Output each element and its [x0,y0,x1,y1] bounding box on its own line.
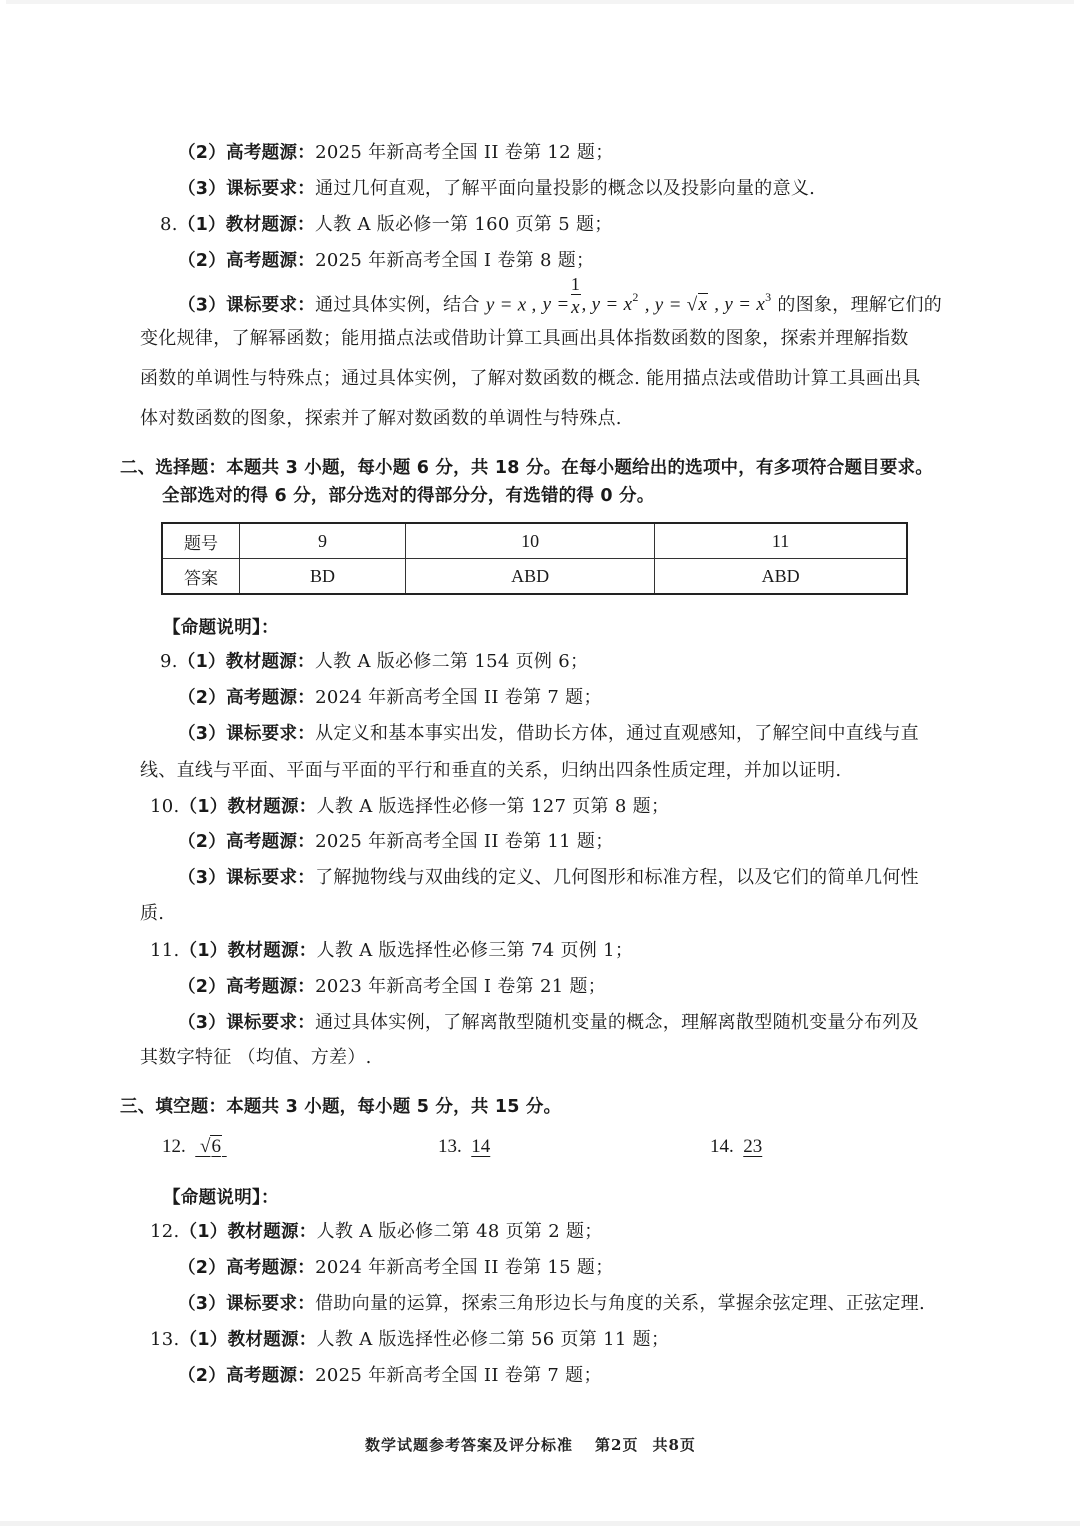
q8-textbook-source: 8.（1）教材题源：人教 A 版必修一第 160 页第 5 题； [160,214,613,235]
fill-answer-13: 13. 14 [438,1136,491,1157]
table-header-number: 题号 [162,523,240,559]
q9-standard-cont: 线、直线与平面、平面与平面的平行和垂直的关系，归纳出四条性质定理，并加以证明. [140,760,842,781]
q11-gaokao-source: （2）高考题源：2023 年新高考全国 I 卷第 21 题； [178,976,607,997]
q13-gaokao-source: （2）高考题源：2025 年新高考全国 II 卷第 7 题； [178,1365,602,1386]
q7-curriculum-standard: （3）课标要求：通过几何直观，了解平面向量投影的概念以及投影向量的意义. [178,178,816,199]
footer-title: 数学试题参考答案及评分标准 [365,1436,574,1454]
q9-textbook-source: 9.（1）教材题源：人教 A 版必修二第 154 页例 6； [160,651,589,672]
formula-y-x: y = x , [485,294,537,316]
q7-gaokao-source: （2）高考题源：2025 年新高考全国 II 卷第 12 题； [178,142,614,163]
page-total: 共8页 [652,1436,696,1454]
q10-gaokao-source: （2）高考题源：2025 年新高考全国 II 卷第 11 题； [178,831,614,852]
q12-gaokao-source: （2）高考题源：2024 年新高考全国 II 卷第 15 题； [178,1257,614,1278]
q12-curriculum-standard: （3）课标要求：借助向量的运算，探索三角形边长与角度的关系，掌握余弦定理、正弦定理. [178,1293,925,1314]
q9-curriculum-standard: （3）课标要求：从定义和基本事实出发，借助长方体，通过直观感知，了解空间中直线与直 [178,723,919,744]
q13-textbook-source: 13.（1）教材题源：人教 A 版选择性必修二第 56 页第 11 题； [150,1329,670,1350]
table-cell: 11 [655,523,907,559]
section2-note-title: 【命题说明】： [163,618,279,638]
sqrt-symbol: √ [200,1136,211,1157]
table-row-answers [162,559,907,595]
multiple-choice-answer-table [161,522,908,595]
section2-heading-line2: 全部选对的得 6 分，部分选对的得部分分，有选错的得 0 分。 [162,486,655,506]
section2-heading: 二、选择题：本题共 3 小题，每小题 6 分，共 18 分。在每小题给出的选项中，有多项符合题目要求。 [120,458,933,478]
table-cell: ABD [655,559,907,595]
formula-y-sqrt-x: , y = √x [644,294,708,316]
q8-standard-line3: 函数的单调性与特殊点；通过具体实例，了解对数函数的概念. 能用描点法或借助计算工具画出具 [140,368,921,389]
fraction: $\frac{1}{x}$ [570,273,581,318]
section3-note-title: 【命题说明】： [163,1188,279,1208]
table-cell: BD [240,559,406,595]
table-cell: 10 [406,523,655,559]
formula-y-1-over-x: y = $\frac{1}{x}$ [542,273,581,318]
formula-y-x-squared: , $y = x^2$ [581,290,639,316]
q11-curriculum-standard: （3）课标要求：通过具体实例，了解离散型随机变量的概念，理解离散型随机变量分布列及 [178,1012,919,1033]
q11-textbook-source: 11.（1）教材题源：人教 A 版选择性必修三第 74 页例 1； [150,940,634,961]
q11-standard-cont: 其数字特征 （均值、方差）. [140,1047,372,1068]
q9-gaokao-source: （2）高考题源：2024 年新高考全国 II 卷第 7 题； [178,687,602,708]
formula-y-x-cubed: , $y = x^3$ [714,290,772,316]
fill-answer-14: 14. 23 [710,1136,763,1157]
q10-curriculum-standard: （3）课标要求：了解抛物线与双曲线的定义、几何图形和标准方程，以及它们的简单几何性 [178,867,919,888]
page-number: 第2页 [595,1436,639,1454]
answer-sqrt-6: √6 [200,1136,221,1157]
q8-gaokao-source: （2）高考题源：2025 年新高考全国 I 卷第 8 题； [178,250,595,271]
section3-heading: 三、填空题：本题共 3 小题，每小题 5 分，共 15 分。 [120,1097,562,1117]
q8-standard-line4: 体对数函数的图象，探索并了解对数函数的单调性与特殊点. [140,408,622,429]
fill-answer-12: 12. √6 [162,1136,227,1158]
page-bottom-edge [0,1521,1080,1526]
table-row-numbers [162,523,907,559]
q10-textbook-source: 10.（1）教材题源：人教 A 版选择性必修一第 127 页第 8 题； [150,796,670,817]
table-cell: 9 [240,523,406,559]
table-header-answer: 答案 [162,559,240,595]
q12-textbook-source: 12.（1）教材题源：人教 A 版必修二第 48 页第 2 题； [150,1221,603,1242]
q8-curriculum-standard: （3）课标要求：通过具体实例，结合 y = x , y = $\frac{1}{x}$ , $y = x^2$ , y = √x , $y = x^3$ 的图象，理解它们的 [178,273,943,318]
q8-standard-line2: 变化规律，了解幂函数；能用描点法或借助计算工具画出具体指数函数的图象，探索并理解指数 [140,328,909,349]
sqrt-symbol: √ [686,294,698,316]
page-top-edge [6,0,1074,4]
table-cell: ABD [406,559,655,595]
q10-standard-cont: 质. [140,903,165,924]
page-footer [365,1434,696,1455]
